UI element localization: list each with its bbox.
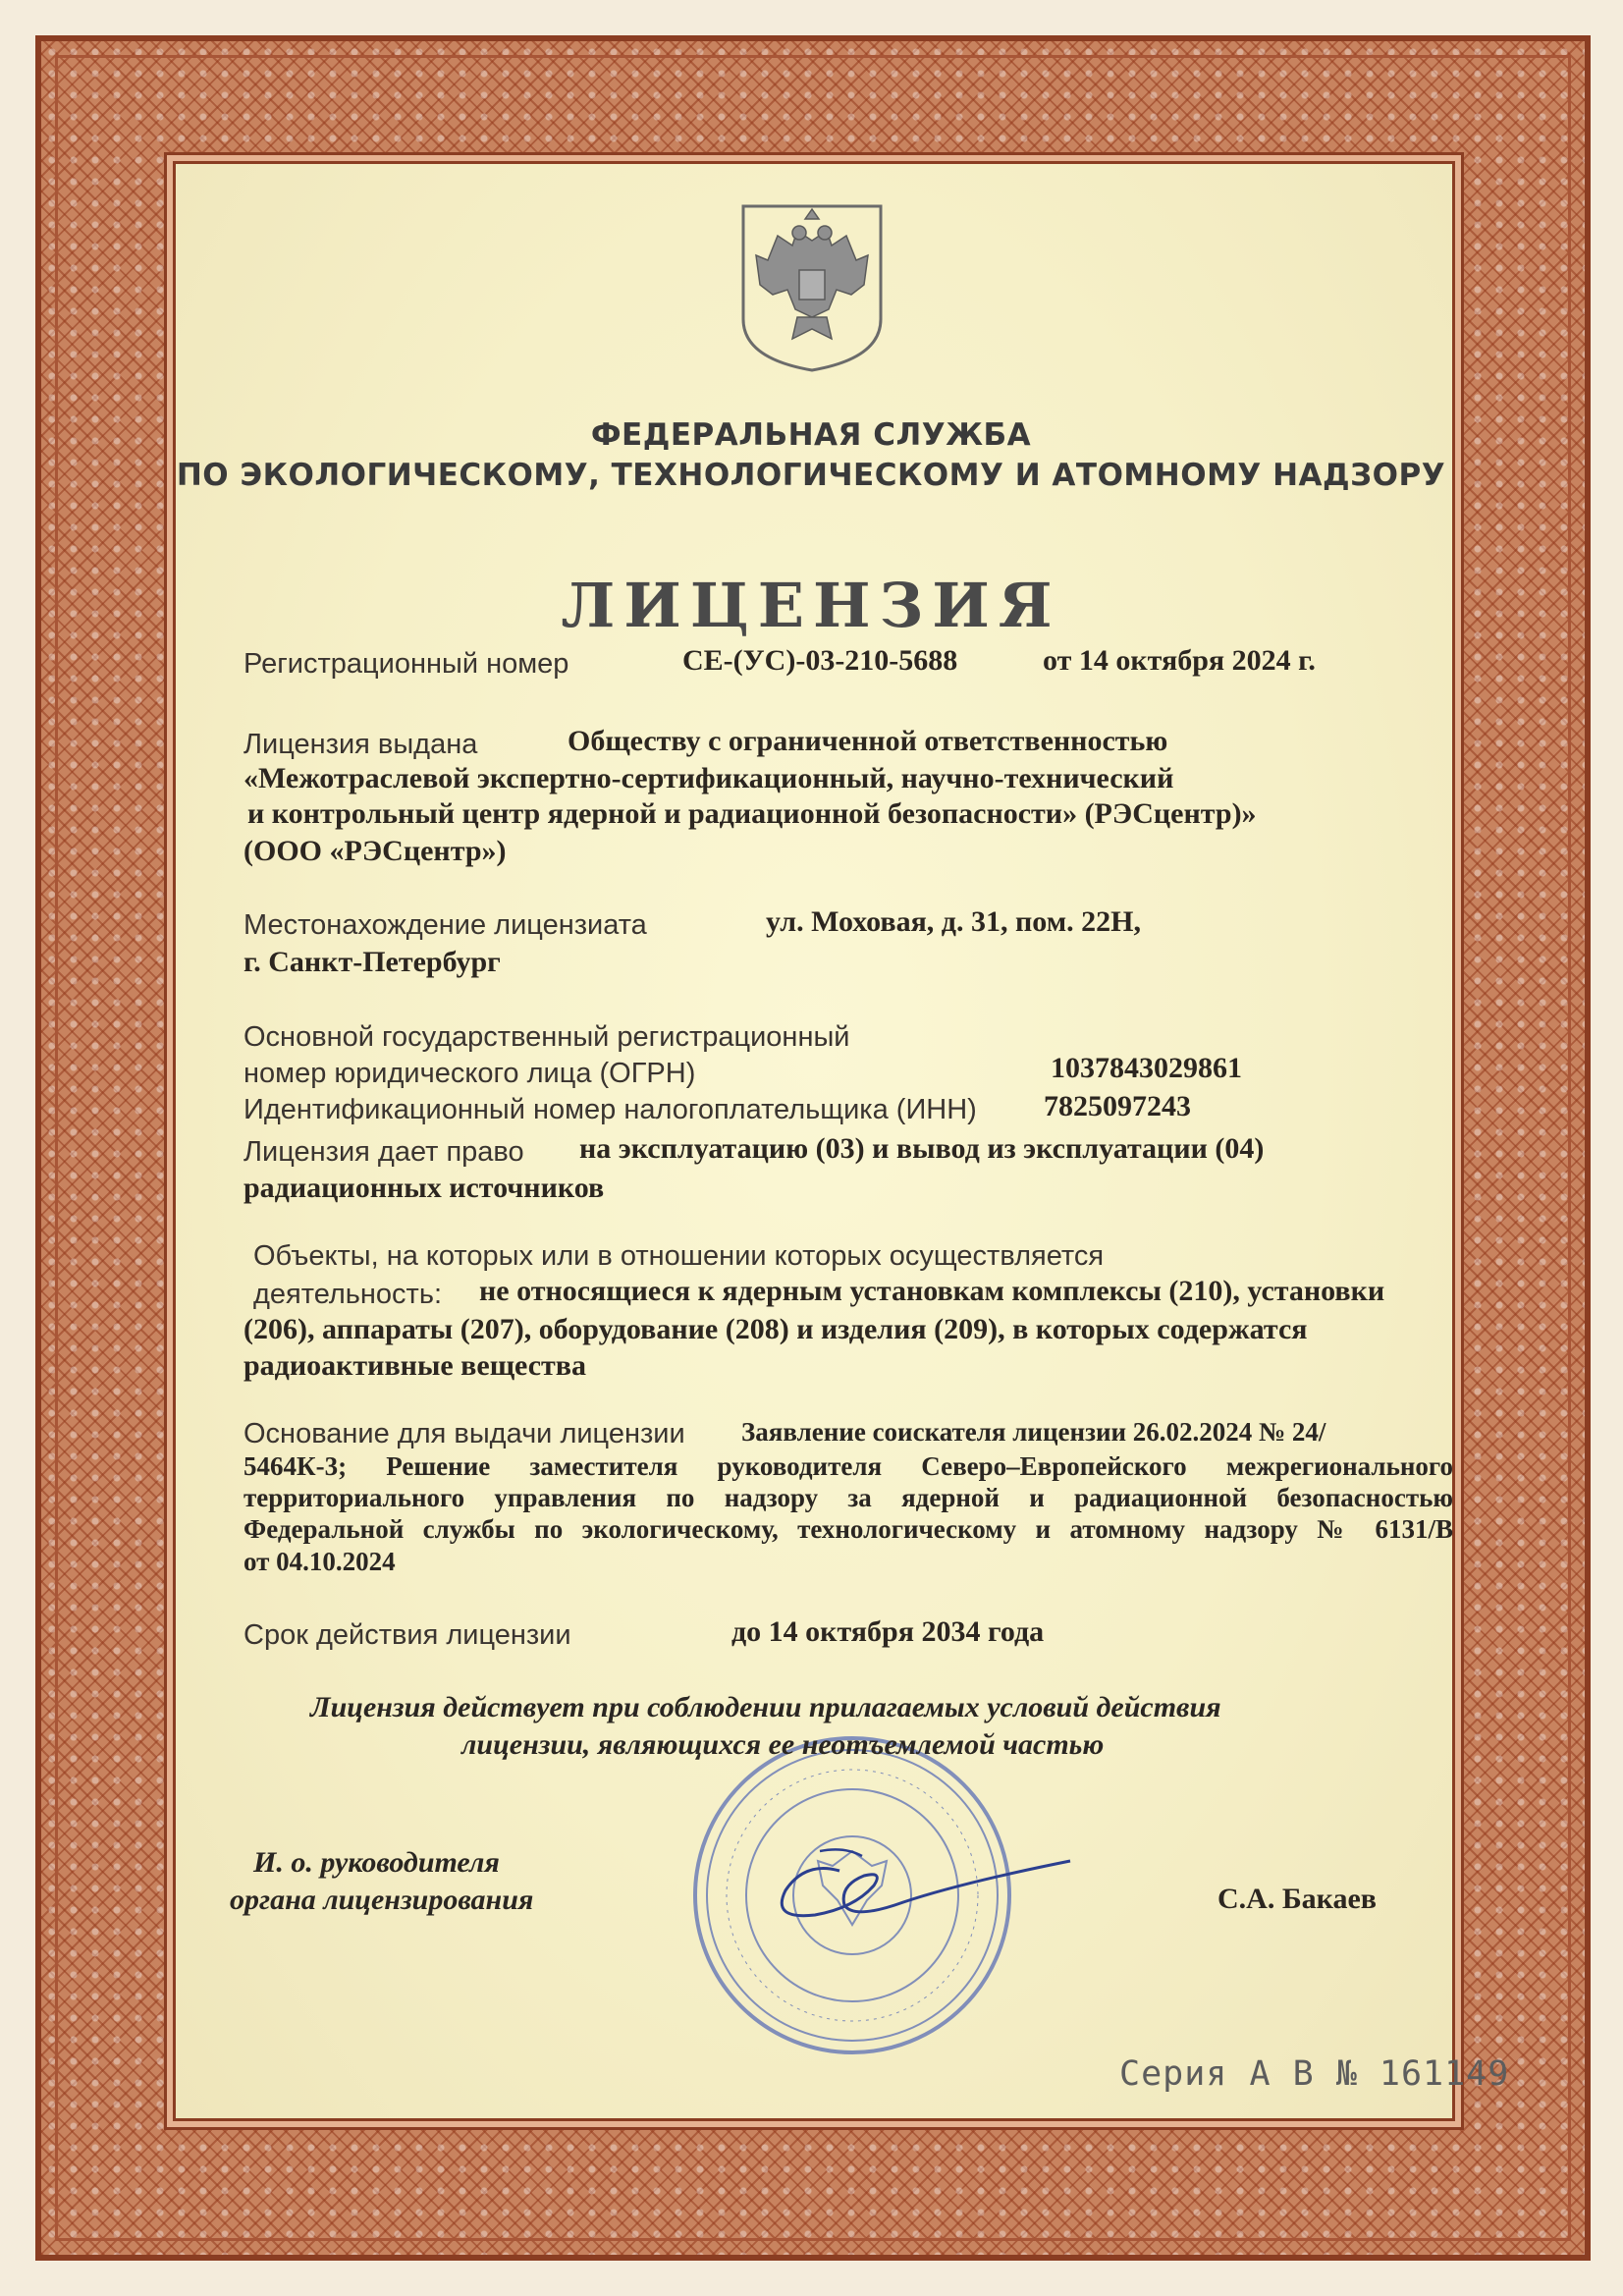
objects-label-line2: деятельность: xyxy=(253,1279,442,1310)
agency-name-line1: ФЕДЕРАЛЬНАЯ СЛУЖБА xyxy=(590,417,1032,453)
location-line1: ул. Моховая, д. 31, пом. 22Н, xyxy=(766,905,1141,938)
signer-name: С.А. Бакаев xyxy=(1217,1883,1378,1915)
series-label: Серия xyxy=(1119,2054,1228,2094)
registration-number: СЕ-(УС)-03-210-5688 xyxy=(682,644,958,677)
registration-label: Регистрационный номер xyxy=(243,648,569,680)
series-letters: А В xyxy=(1249,2054,1315,2094)
handwritten-signature-icon xyxy=(746,1831,1080,1940)
validity-value: до 14 октября 2034 года xyxy=(731,1615,1045,1648)
basis-label: Основание для выдачи лицензии xyxy=(243,1418,685,1449)
issued-to-line3: и контрольный центр ядерной и радиационной безопасности» (РЭСцентр)» xyxy=(247,797,1257,830)
rights-label: Лицензия дает право xyxy=(243,1136,524,1168)
ogrn-value: 1037843029861 xyxy=(1051,1052,1242,1084)
document-title: ЛИЦЕНЗИЯ xyxy=(561,570,1061,641)
agency-name-line2: ПО ЭКОЛОГИЧЕСКОМУ, ТЕХНОЛОГИЧЕСКОМУ И АТОМНОМУ НАДЗОРУ xyxy=(176,458,1446,493)
series-number-value: 161149 xyxy=(1379,2054,1510,2094)
basis-line1: Заявление соискателя лицензии 26.02.2024 № 24/ xyxy=(741,1417,1326,1447)
rights-line2: радиационных источников xyxy=(243,1172,605,1204)
objects-line3: радиоактивные вещества xyxy=(243,1349,586,1382)
issued-to-line2: «Межотраслевой экспертно-сертификационный, научно-технический xyxy=(243,762,1174,794)
signer-position-line1: И. о. руководителя xyxy=(253,1846,500,1879)
conditions-line2: лицензии, являющихся ее неотъемлемой частью xyxy=(461,1728,1105,1761)
objects-line2: (206), аппараты (207), оборудование (208) и изделия (209), в которых содержатся xyxy=(243,1313,1308,1345)
basis-line2: 5464К-3; Решение заместителя руководителя Северо–Европейского межрегионального xyxy=(243,1451,1453,1481)
issued-to-label: Лицензия выдана xyxy=(243,729,478,760)
inn-value: 7825097243 xyxy=(1044,1090,1191,1122)
validity-label: Срок действия лицензии xyxy=(243,1619,571,1651)
basis-line5: от 04.10.2024 xyxy=(243,1547,396,1576)
basis-line4: Федеральной службы по экологическому, технологическому и атомному надзору № 6131/В xyxy=(243,1514,1453,1544)
series-number xyxy=(1119,2054,1509,2094)
location-line2: г. Санкт-Петербург xyxy=(243,946,501,978)
issued-to-line4: (ООО «РЭСцентр») xyxy=(243,835,507,867)
inn-label: Идентификационный номер налогоплательщика (ИНН) xyxy=(243,1094,977,1125)
signer-position-line2: органа лицензирования xyxy=(230,1884,534,1916)
location-label: Местонахождение лицензиата xyxy=(243,909,647,941)
coat-of-arms-icon xyxy=(738,201,886,373)
registration-date: от 14 октября 2024 г. xyxy=(1043,644,1316,677)
basis-line3: территориального управления по надзору за ядерной и радиационной безопасностью xyxy=(243,1483,1453,1512)
issued-to-line1: Обществу с ограниченной ответственностью xyxy=(568,725,1168,757)
ogrn-label-line1: Основной государственный регистрационный xyxy=(243,1021,850,1053)
series-number-sign: № xyxy=(1335,2054,1358,2094)
rights-line1: на эксплуатацию (03) и вывод из эксплуатации (04) xyxy=(579,1132,1265,1165)
objects-line1: не относящиеся к ядерным установкам комплексы (210), установки xyxy=(479,1275,1385,1307)
objects-label-line1: Объекты, на которых или в отношении которых осуществляется xyxy=(253,1240,1105,1272)
ogrn-label-line2: номер юридического лица (ОГРН) xyxy=(243,1058,696,1089)
conditions-line1: Лицензия действует при соблюдении прилагаемых условий действия xyxy=(310,1691,1221,1723)
